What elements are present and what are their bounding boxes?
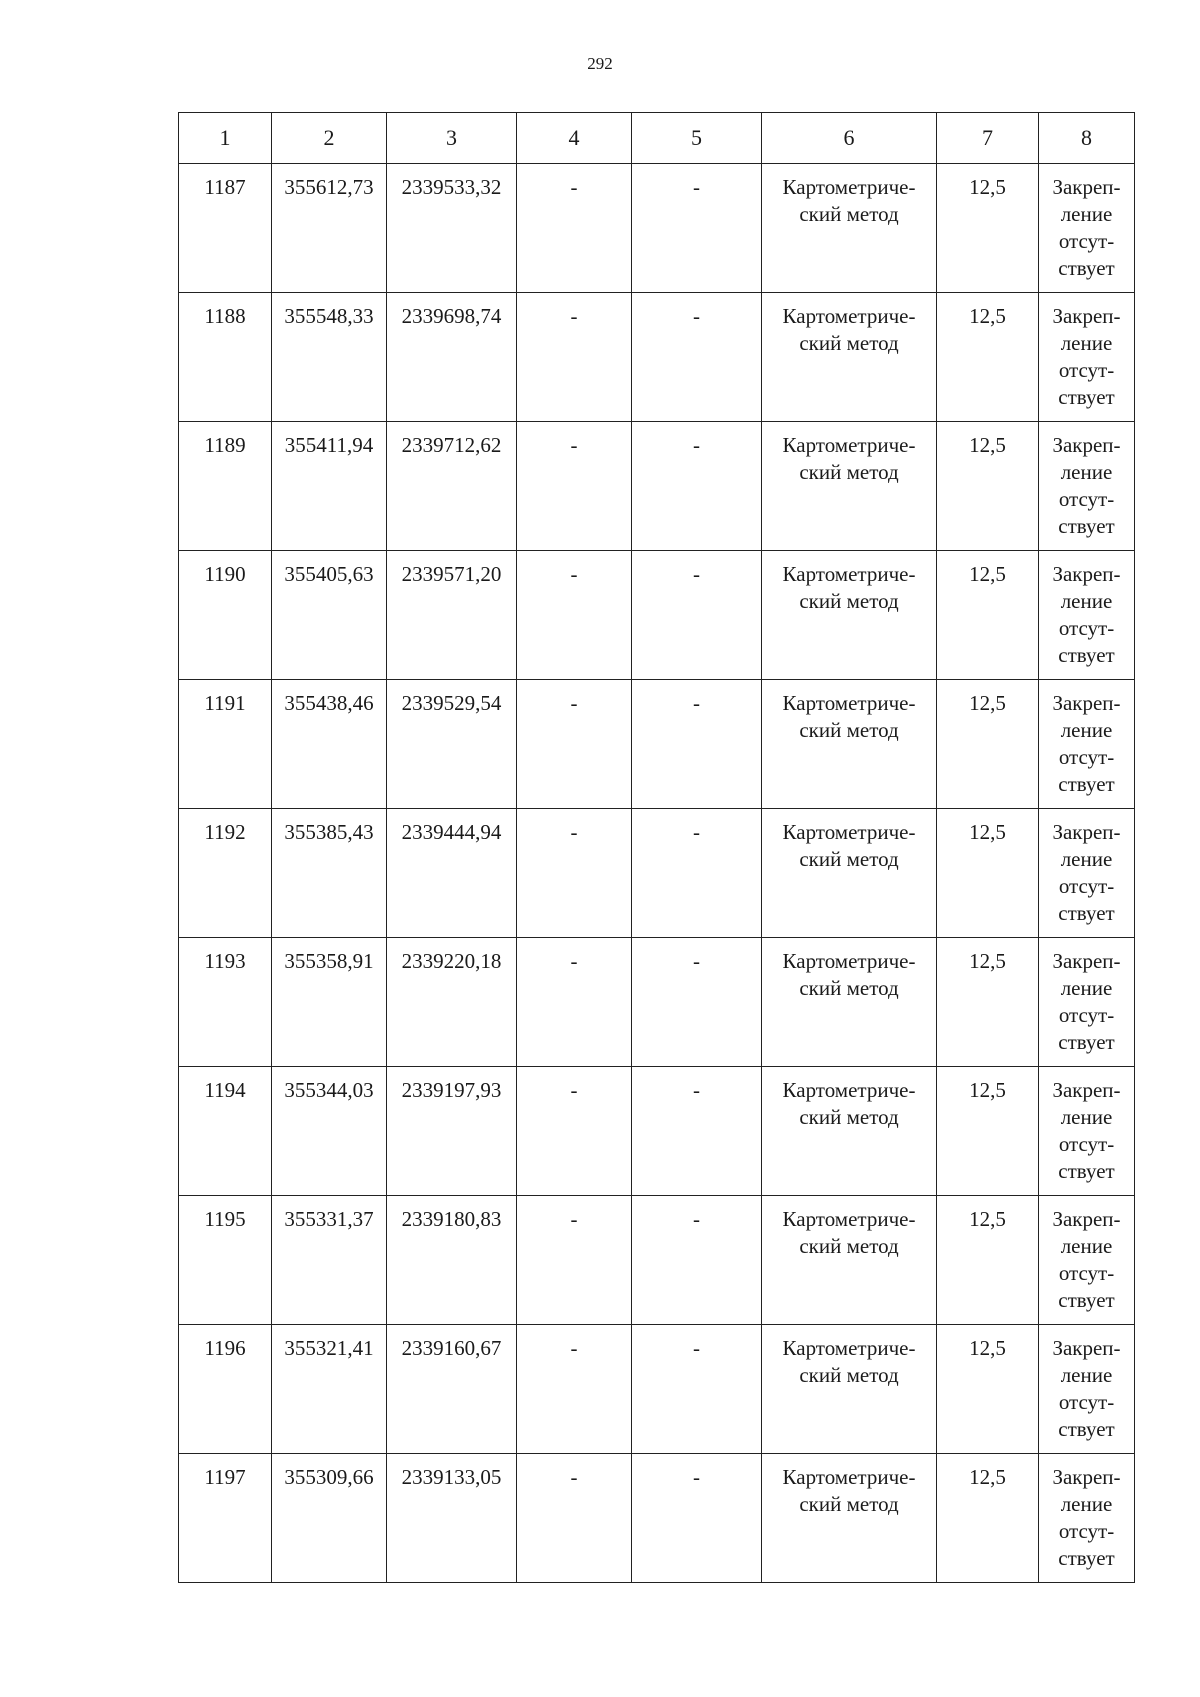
cell-text: 12,5 <box>969 949 1006 973</box>
table-row <box>179 809 1135 938</box>
accuracy-cell <box>937 422 1039 551</box>
x-coordinate-cell <box>272 1325 387 1454</box>
cell-text: Картометриче- ский метод <box>782 820 916 871</box>
fixation-cell <box>1039 680 1135 809</box>
table-row <box>179 1454 1135 1583</box>
header-cell: 3 <box>387 113 517 164</box>
cell-text: - <box>693 304 700 328</box>
cell-text: - <box>693 1465 700 1489</box>
method-cell <box>762 1454 937 1583</box>
cell-text: 12,5 <box>969 562 1006 586</box>
accuracy-cell <box>937 1325 1039 1454</box>
col4-cell <box>517 1454 632 1583</box>
cell-text: - <box>570 433 578 457</box>
coordinates-table <box>178 112 1135 1583</box>
cell-text: - <box>570 691 578 715</box>
x-coordinate-cell <box>272 1196 387 1325</box>
col4-cell <box>517 680 632 809</box>
accuracy-cell <box>937 1067 1039 1196</box>
cell-text: - <box>693 691 700 715</box>
method-cell <box>762 809 937 938</box>
cell-text: 12,5 <box>969 175 1006 199</box>
col5-cell <box>632 164 762 293</box>
cell-text: 1191 <box>204 691 246 715</box>
cell-text: Картометриче- ский метод <box>782 562 916 613</box>
col4-cell <box>517 809 632 938</box>
col5-cell <box>632 1325 762 1454</box>
point-number-cell <box>179 938 272 1067</box>
cell-text: 1189 <box>204 433 246 457</box>
cell-text: - <box>570 1078 578 1102</box>
cell-text: 1187 <box>204 175 246 199</box>
y-coordinate-cell <box>387 1067 517 1196</box>
point-number-cell <box>179 1067 272 1196</box>
cell-text: 355321,41 <box>284 1336 374 1360</box>
cell-text: - <box>570 949 578 973</box>
page-number: 292 <box>587 54 613 73</box>
table-row <box>179 680 1135 809</box>
cell-text: 1196 <box>204 1336 246 1360</box>
cell-text: - <box>570 304 578 328</box>
cell-text: 355331,37 <box>284 1207 374 1231</box>
col5-cell <box>632 680 762 809</box>
fixation-cell <box>1039 938 1135 1067</box>
cell-text: - <box>570 1336 578 1360</box>
cell-text: - <box>693 433 700 457</box>
cell-text: Закреп- ление отсут- ствует <box>1052 1207 1121 1312</box>
table-row <box>179 938 1135 1067</box>
cell-text: 2339160,67 <box>401 1336 502 1360</box>
header-cell: 6 <box>762 113 937 164</box>
cell-text: 355358,91 <box>284 949 374 973</box>
cell-text: - <box>570 175 578 199</box>
x-coordinate-cell <box>272 293 387 422</box>
col4-cell <box>517 164 632 293</box>
cell-text: 355438,46 <box>284 691 374 715</box>
col4-cell <box>517 293 632 422</box>
accuracy-cell <box>937 293 1039 422</box>
cell-text: 1193 <box>204 949 246 973</box>
x-coordinate-cell <box>272 551 387 680</box>
cell-text: - <box>570 1465 578 1489</box>
table-body <box>179 113 1135 1583</box>
cell-text: - <box>693 1078 700 1102</box>
method-cell <box>762 1325 937 1454</box>
col5-cell <box>632 293 762 422</box>
cell-text: - <box>693 175 700 199</box>
cell-text: 1195 <box>204 1207 246 1231</box>
col5-cell <box>632 422 762 551</box>
fixation-cell <box>1039 551 1135 680</box>
col5-cell <box>632 1196 762 1325</box>
cell-text: 1190 <box>204 562 246 586</box>
col4-cell <box>517 422 632 551</box>
cell-text: 2339712,62 <box>401 433 502 457</box>
cell-text: 12,5 <box>969 433 1006 457</box>
cell-text: Картометриче- ский метод <box>782 1207 916 1258</box>
method-cell <box>762 938 937 1067</box>
cell-text: - <box>693 820 700 844</box>
cell-text: 2339220,18 <box>401 949 502 973</box>
accuracy-cell <box>937 938 1039 1067</box>
x-coordinate-cell <box>272 422 387 551</box>
cell-text: 2339444,94 <box>401 820 502 844</box>
cell-text: Закреп- ление отсут- ствует <box>1052 433 1121 538</box>
col5-cell <box>632 809 762 938</box>
y-coordinate-cell <box>387 938 517 1067</box>
point-number-cell <box>179 1196 272 1325</box>
table-row <box>179 164 1135 293</box>
cell-text: 355344,03 <box>284 1078 374 1102</box>
accuracy-cell <box>937 680 1039 809</box>
cell-text: 12,5 <box>969 691 1006 715</box>
accuracy-cell <box>937 551 1039 680</box>
cell-text: 12,5 <box>969 1078 1006 1102</box>
table-row <box>179 551 1135 680</box>
cell-text: 12,5 <box>969 1207 1006 1231</box>
cell-text: Закреп- ление отсут- ствует <box>1052 175 1121 280</box>
col4-cell <box>517 1196 632 1325</box>
table-row <box>179 1196 1135 1325</box>
method-cell <box>762 1196 937 1325</box>
y-coordinate-cell <box>387 1196 517 1325</box>
point-number-cell <box>179 293 272 422</box>
header-cell: 7 <box>937 113 1039 164</box>
cell-text: 2339133,05 <box>401 1465 502 1489</box>
fixation-cell <box>1039 1196 1135 1325</box>
cell-text: Картометриче- ский метод <box>782 691 916 742</box>
y-coordinate-cell <box>387 422 517 551</box>
table-row <box>179 1325 1135 1454</box>
cell-text: - <box>693 1207 700 1231</box>
cell-text: Закреп- ление отсут- ствует <box>1052 820 1121 925</box>
col5-cell <box>632 1067 762 1196</box>
cell-text: Закреп- ление отсут- ствует <box>1052 1336 1121 1441</box>
fixation-cell <box>1039 422 1135 551</box>
cell-text: 12,5 <box>969 304 1006 328</box>
cell-text: - <box>570 1207 578 1231</box>
x-coordinate-cell <box>272 938 387 1067</box>
cell-text: 355385,43 <box>284 820 374 844</box>
x-coordinate-cell <box>272 680 387 809</box>
header-cell: 1 <box>179 113 272 164</box>
fixation-cell <box>1039 1454 1135 1583</box>
cell-text: Картометриче- ский метод <box>782 175 916 226</box>
cell-text: 2339533,32 <box>401 175 502 199</box>
header-cell: 5 <box>632 113 762 164</box>
cell-text: 2339180,83 <box>401 1207 502 1231</box>
method-cell <box>762 1067 937 1196</box>
fixation-cell <box>1039 164 1135 293</box>
cell-text: - <box>693 949 700 973</box>
cell-text: 2339529,54 <box>401 691 502 715</box>
fixation-cell <box>1039 293 1135 422</box>
accuracy-cell <box>937 1196 1039 1325</box>
cell-text: Закреп- ление отсут- ствует <box>1052 304 1121 409</box>
point-number-cell <box>179 680 272 809</box>
point-number-cell <box>179 422 272 551</box>
cell-text: - <box>693 1336 700 1360</box>
cell-text: 355612,73 <box>284 175 374 199</box>
cell-text: Картометриче- ский метод <box>782 949 916 1000</box>
cell-text: Закреп- ление отсут- ствует <box>1052 949 1121 1054</box>
accuracy-cell <box>937 1454 1039 1583</box>
method-cell <box>762 422 937 551</box>
col4-cell <box>517 1325 632 1454</box>
y-coordinate-cell <box>387 1325 517 1454</box>
y-coordinate-cell <box>387 809 517 938</box>
table-header-row <box>179 113 1135 164</box>
table-row <box>179 422 1135 551</box>
cell-text: 355411,94 <box>284 433 374 457</box>
y-coordinate-cell <box>387 164 517 293</box>
cell-text: 12,5 <box>969 820 1006 844</box>
cell-text: Закреп- ление отсут- ствует <box>1052 691 1121 796</box>
col5-cell <box>632 551 762 680</box>
method-cell <box>762 293 937 422</box>
cell-text: Картометриче- ский метод <box>782 304 916 355</box>
col5-cell <box>632 938 762 1067</box>
table-row <box>179 1067 1135 1196</box>
cell-text: Закреп- ление отсут- ствует <box>1052 1078 1121 1183</box>
point-number-cell <box>179 809 272 938</box>
point-number-cell <box>179 551 272 680</box>
cell-text: 1192 <box>204 820 246 844</box>
col5-cell <box>632 1454 762 1583</box>
x-coordinate-cell <box>272 1454 387 1583</box>
cell-text: Картометриче- ский метод <box>782 1465 916 1516</box>
cell-text: Картометриче- ский метод <box>782 1078 916 1129</box>
table-row <box>179 293 1135 422</box>
header-cell: 2 <box>272 113 387 164</box>
col4-cell <box>517 551 632 680</box>
cell-text: 355548,33 <box>284 304 374 328</box>
cell-text: 1194 <box>204 1078 246 1102</box>
y-coordinate-cell <box>387 680 517 809</box>
point-number-cell <box>179 164 272 293</box>
fixation-cell <box>1039 1325 1135 1454</box>
cell-text: 355309,66 <box>284 1465 374 1489</box>
cell-text: 1188 <box>204 304 246 328</box>
cell-text: - <box>570 820 578 844</box>
x-coordinate-cell <box>272 1067 387 1196</box>
cell-text: Картометриче- ский метод <box>782 1336 916 1387</box>
cell-text: - <box>693 562 700 586</box>
cell-text: 2339698,74 <box>401 304 502 328</box>
method-cell <box>762 551 937 680</box>
cell-text: 12,5 <box>969 1336 1006 1360</box>
fixation-cell <box>1039 1067 1135 1196</box>
accuracy-cell <box>937 164 1039 293</box>
cell-text: Закреп- ление отсут- ствует <box>1052 1465 1121 1570</box>
accuracy-cell <box>937 809 1039 938</box>
header-cell: 8 <box>1039 113 1135 164</box>
y-coordinate-cell <box>387 293 517 422</box>
col4-cell <box>517 938 632 1067</box>
cell-text: Закреп- ление отсут- ствует <box>1052 562 1121 667</box>
x-coordinate-cell <box>272 164 387 293</box>
y-coordinate-cell <box>387 1454 517 1583</box>
cell-text: - <box>570 562 578 586</box>
point-number-cell <box>179 1325 272 1454</box>
fixation-cell <box>1039 809 1135 938</box>
header-cell: 4 <box>517 113 632 164</box>
point-number-cell <box>179 1454 272 1583</box>
cell-text: 2339197,93 <box>401 1078 502 1102</box>
cell-text: Картометриче- ский метод <box>782 433 916 484</box>
cell-text: 12,5 <box>969 1465 1006 1489</box>
cell-text: 1197 <box>204 1465 246 1489</box>
method-cell <box>762 164 937 293</box>
cell-text: 355405,63 <box>284 562 374 586</box>
x-coordinate-cell <box>272 809 387 938</box>
col4-cell <box>517 1067 632 1196</box>
cell-text: 2339571,20 <box>401 562 502 586</box>
y-coordinate-cell <box>387 551 517 680</box>
method-cell <box>762 680 937 809</box>
